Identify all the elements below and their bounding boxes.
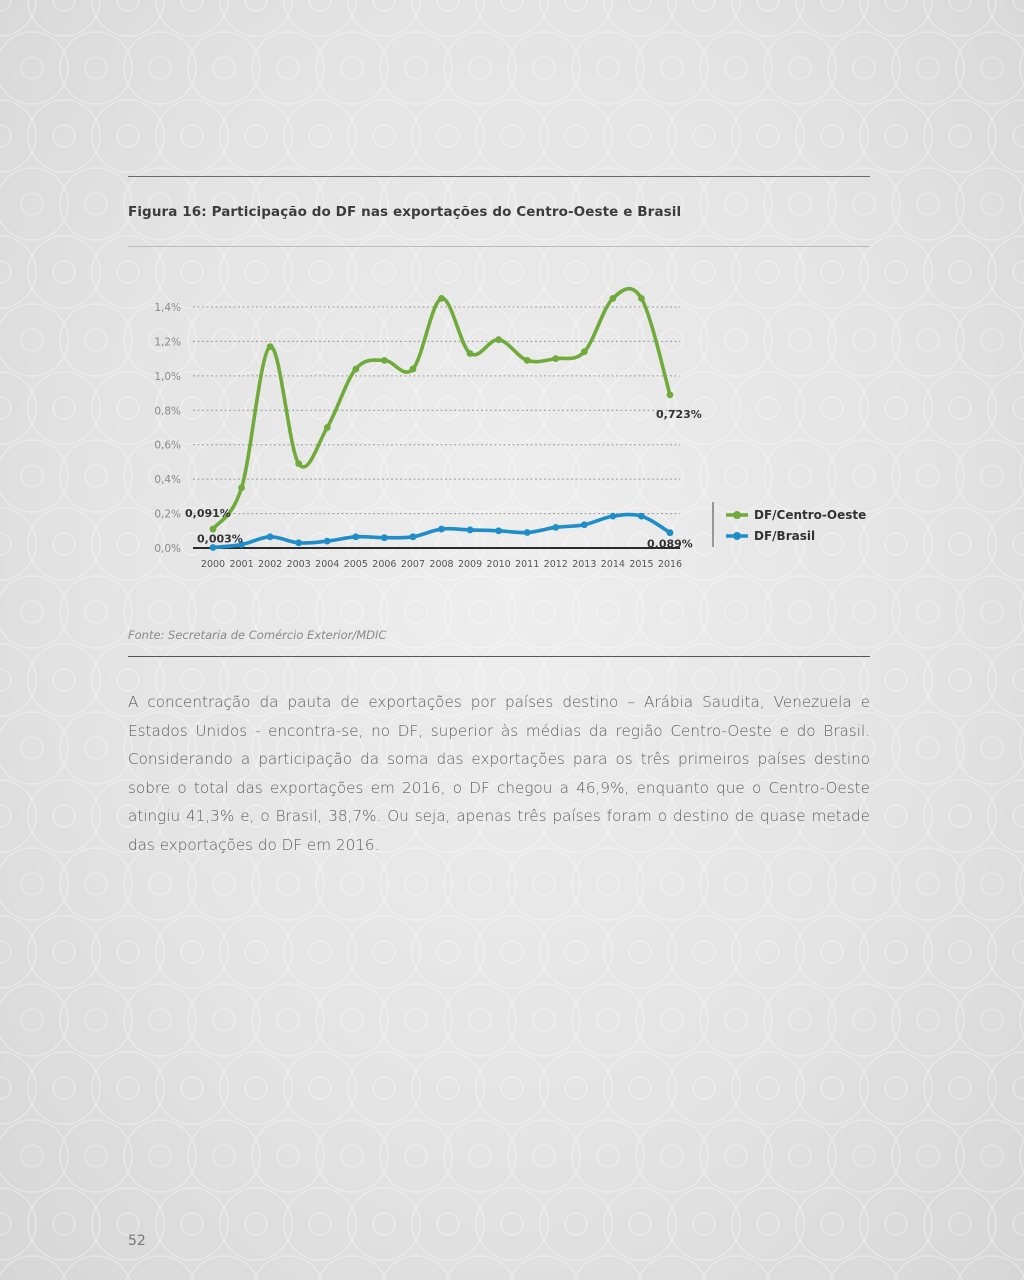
data-point xyxy=(495,527,502,534)
data-point xyxy=(438,526,445,533)
x-tick-label: 2001 xyxy=(229,559,254,570)
data-point xyxy=(381,534,388,541)
data-label: 0,723% xyxy=(656,407,702,421)
legend-label: DF/Brasil xyxy=(754,529,816,543)
y-tick-label: 0,4% xyxy=(154,474,181,487)
data-point xyxy=(267,533,274,540)
data-point xyxy=(352,533,359,540)
x-tick-label: 2004 xyxy=(315,559,340,570)
figure-title: Figura 16: Participação do DF nas exportações do Centro-Oeste e Brasil xyxy=(128,204,682,220)
body-paragraph: A concentração da pauta de exportações por países destino – Arábia Saudita, Venezuela e Estados Unidos - encontra-se, no DF, superior às médias da região Centro-Oeste e do Brasil. Considerando a participação da soma das exportações para os três primeiros países destino sobre o total das exportações em 2016, o DF chegou a 46,9%, enquanto que o Centro-Oeste atingiu 41,3% e, o Brasil, 38,7%. Ou seja, apenas três países foram o destino de quase metade das exportações do DF em 2016. xyxy=(128,693,870,854)
data-point xyxy=(581,521,588,528)
data-point xyxy=(467,527,474,534)
grid-lines xyxy=(193,307,680,548)
data-point xyxy=(581,348,588,355)
x-tick-label: 2008 xyxy=(429,559,454,570)
x-tick-label: 2007 xyxy=(400,559,426,570)
x-tick-label: 2006 xyxy=(372,559,397,570)
x-tick-label: 2002 xyxy=(258,559,283,570)
x-tick-label: 2015 xyxy=(629,559,654,570)
y-axis-ticks xyxy=(154,302,181,555)
data-point xyxy=(238,484,245,491)
data-point xyxy=(381,357,388,364)
y-tick-label: 1,0% xyxy=(154,370,181,383)
y-tick-label: 1,4% xyxy=(154,302,181,314)
data-point xyxy=(295,539,302,546)
line-chart xyxy=(0,0,1024,620)
data-point xyxy=(324,424,331,431)
data-point xyxy=(524,357,531,364)
data-point xyxy=(552,355,559,362)
x-tick-label: 2013 xyxy=(572,559,597,570)
series-line-df-centro-oeste xyxy=(213,289,670,529)
y-tick-label: 0,6% xyxy=(154,439,181,452)
data-point xyxy=(638,295,645,302)
data-point xyxy=(210,526,217,533)
y-tick-label: 1,2% xyxy=(154,336,181,349)
y-tick-label: 0,2% xyxy=(154,508,181,521)
source-note: Fonte: Secretaria de Comércio Exterior/MDIC xyxy=(128,628,387,642)
x-tick-label: 2016 xyxy=(657,559,683,570)
series-lines xyxy=(210,289,674,551)
data-point xyxy=(267,343,274,350)
data-point xyxy=(495,336,502,343)
data-point xyxy=(410,366,417,373)
data-point xyxy=(410,533,417,540)
data-label: 0,089% xyxy=(647,537,693,551)
x-tick-label: 2010 xyxy=(486,559,511,570)
x-axis-ticks xyxy=(201,559,682,570)
data-point xyxy=(467,350,474,357)
x-tick-label: 2012 xyxy=(543,559,568,570)
data-point xyxy=(295,460,302,467)
data-point xyxy=(438,295,445,302)
data-point xyxy=(609,295,616,302)
legend xyxy=(713,502,866,547)
y-tick-label: 0,8% xyxy=(154,405,181,418)
data-point xyxy=(667,391,674,398)
x-tick-label: 2005 xyxy=(343,559,368,570)
y-tick-label: 0,0% xyxy=(154,543,181,555)
data-label: 0,091% xyxy=(185,507,231,521)
data-point xyxy=(524,529,531,536)
x-tick-label: 2000 xyxy=(200,559,226,570)
page-number: 52 xyxy=(128,1233,146,1249)
data-point xyxy=(352,366,359,373)
x-tick-label: 2003 xyxy=(286,559,311,570)
data-point xyxy=(609,513,616,520)
legend-marker xyxy=(733,511,741,519)
x-tick-label: 2011 xyxy=(515,559,540,570)
legend-label: DF/Centro-Oeste xyxy=(754,508,867,522)
data-point xyxy=(552,524,559,531)
data-point xyxy=(324,538,331,545)
data-label: 0,003% xyxy=(197,532,243,546)
data-point xyxy=(667,529,674,536)
bottom-rule xyxy=(128,656,870,657)
x-tick-label: 2014 xyxy=(600,559,625,570)
legend-marker xyxy=(733,532,741,540)
data-point xyxy=(638,513,645,520)
x-tick-label: 2009 xyxy=(457,559,483,570)
